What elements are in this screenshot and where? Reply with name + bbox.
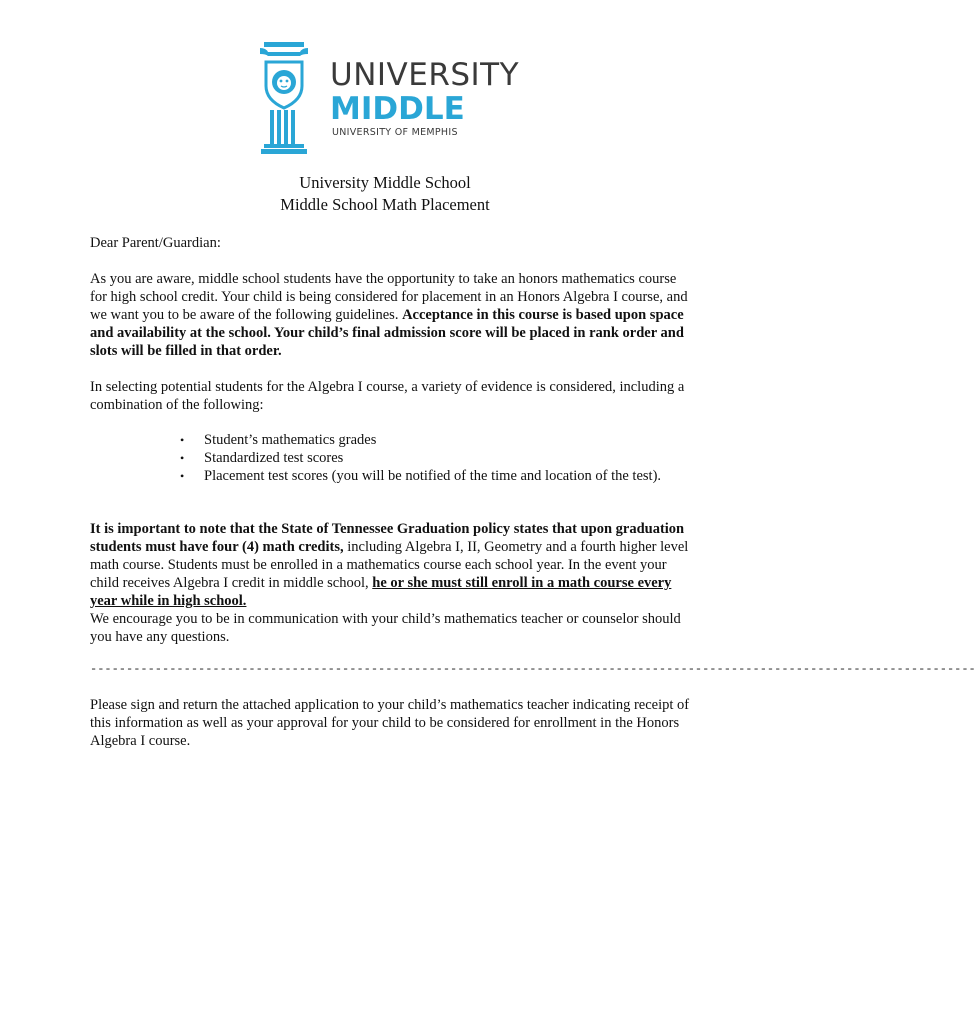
graduation-policy-text: including Algebra I, II, Geometry and a fourth higher level math course. Students must be enrolled in a mathematics course each school year. In the event your child receives Algebra I credit in middle school, bbox=[90, 539, 689, 591]
bullet-icon: • bbox=[180, 469, 185, 483]
document-title-block bbox=[0, 172, 770, 216]
dashed-divider: --------------------------------------------------------------------------------------------------------------------------- bbox=[90, 662, 976, 676]
school-logo bbox=[256, 42, 526, 160]
bullet-icon: • bbox=[180, 433, 185, 447]
paragraph-intro-bold: Acceptance in this course is based upon space and availability at the school. Your child’s final admission score will be placed in rank order and slots will be filled in that order. bbox=[90, 307, 684, 359]
column-lion-emblem-icon bbox=[256, 42, 312, 154]
list-item bbox=[178, 431, 668, 449]
document-subtitle: Middle School Math Placement bbox=[280, 195, 490, 214]
paragraph-return-instructions: Please sign and return the attached application to your child’s mathematics teacher indicating receipt of this information as well as your approval for your child to be considered for enrollment in the Honors Algebra I course. bbox=[90, 697, 690, 749]
logo-text-middle: MIDDLE bbox=[330, 91, 465, 127]
list-item-text: Standardized test scores bbox=[204, 450, 344, 466]
paragraph-communication: We encourage you to be in communication with your child’s mathematics teacher or counselor should you have any questions. bbox=[90, 611, 681, 645]
list-item bbox=[178, 449, 668, 467]
graduation-policy-emphasis: he or she must still enroll in a math course every year while in high school. bbox=[90, 575, 672, 609]
bullet-icon: • bbox=[180, 451, 185, 465]
list-item-text: Student’s mathematics grades bbox=[204, 432, 377, 448]
logo-text-university: UNIVERSITY bbox=[330, 57, 520, 93]
list-item-text: Placement test scores (you will be notified of the time and location of the test). bbox=[204, 468, 662, 484]
paragraph-intro-text: As you are aware, middle school students have the opportunity to take an honors mathematics course for high school credit. Your child is being considered for placement in an Honors Algebra I course, and we want you to be aware of the following guidelines. bbox=[90, 271, 688, 323]
paragraph-graduation-policy bbox=[90, 520, 690, 610]
list-item bbox=[178, 467, 668, 485]
graduation-policy-bold: It is important to note that the State of Tennessee Graduation policy states that upon graduation students must have four (4) math credits, bbox=[90, 521, 685, 555]
paragraph-intro bbox=[90, 270, 690, 360]
criteria-list bbox=[178, 431, 668, 485]
salutation: Dear Parent/Guardian: bbox=[90, 235, 221, 251]
paragraph-selection: In selecting potential students for the Algebra I course, a variety of evidence is considered, including a combination of the following: bbox=[90, 379, 685, 413]
logo-text-university-of-memphis: UNIVERSITY OF MEMPHIS bbox=[332, 127, 458, 138]
school-name-title: University Middle School bbox=[299, 173, 471, 192]
